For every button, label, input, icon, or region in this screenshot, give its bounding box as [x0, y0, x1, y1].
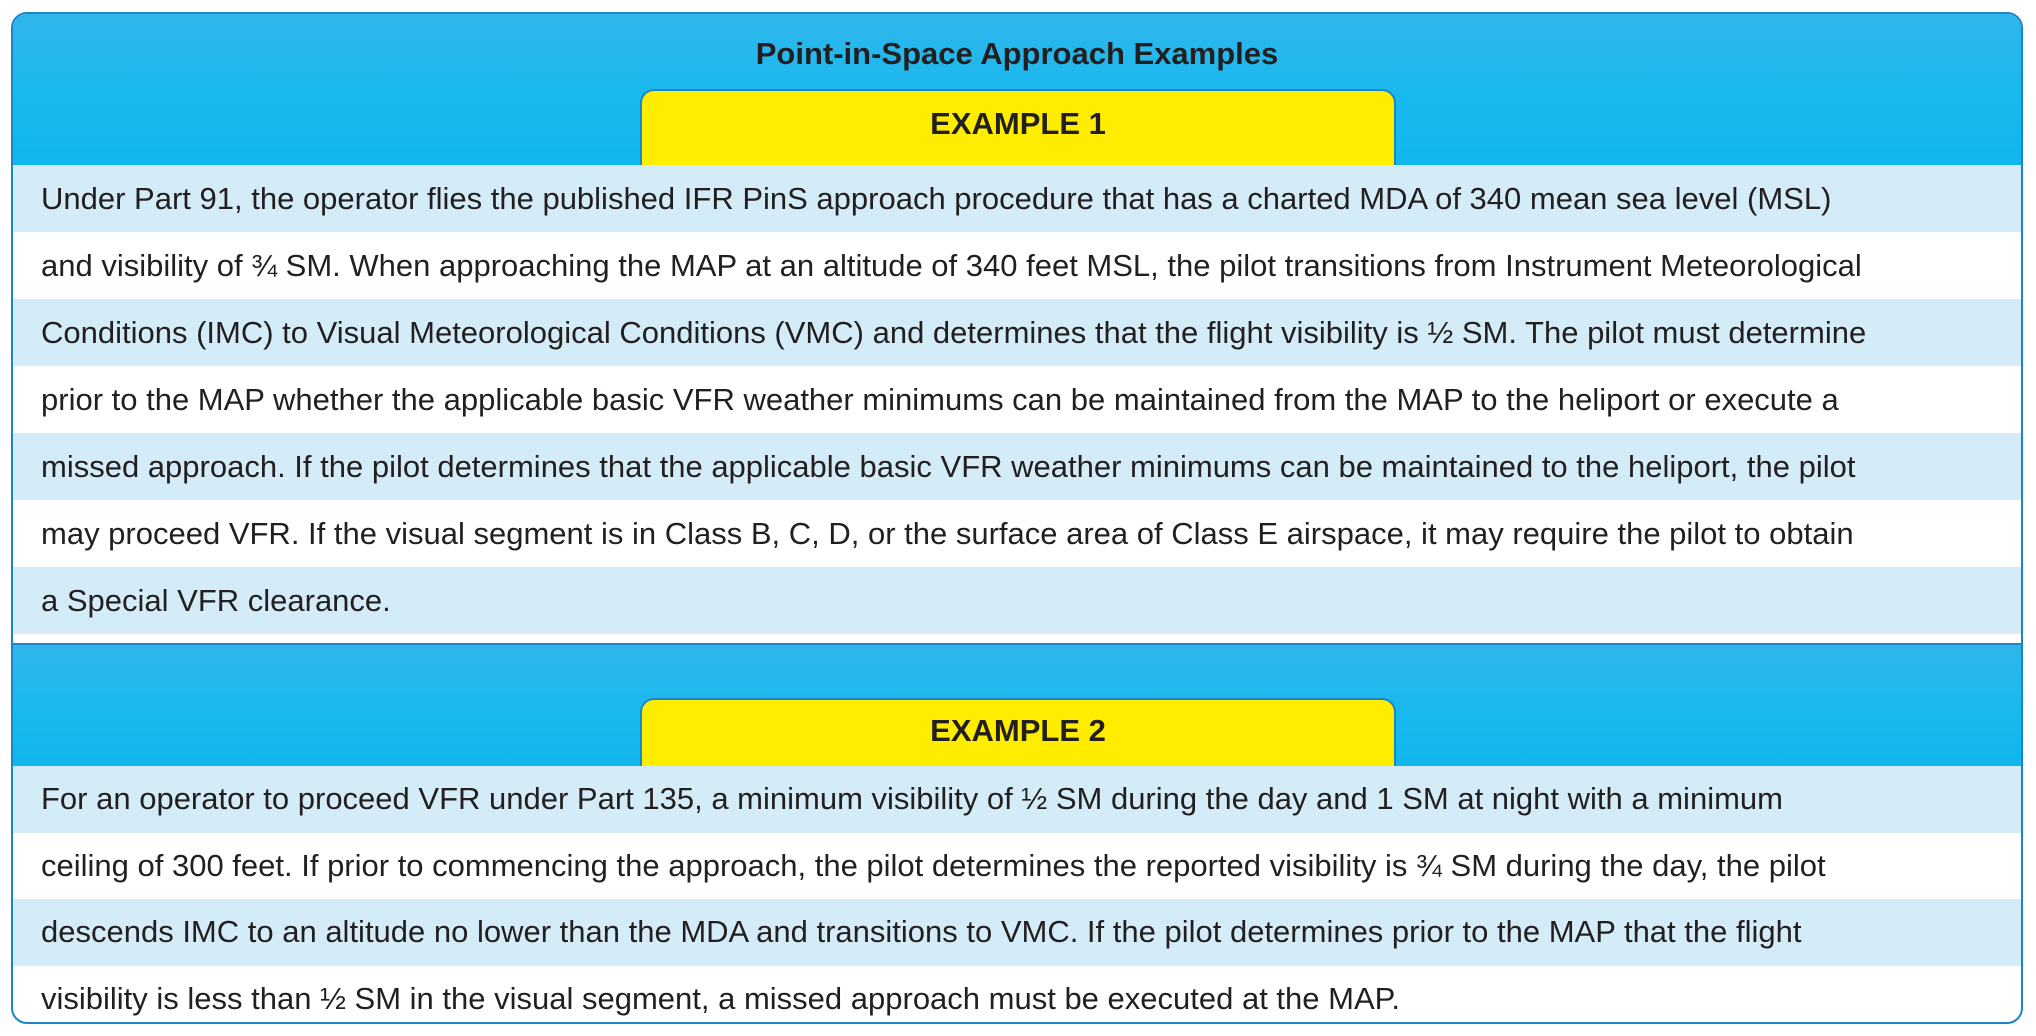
- example-2-text: [13, 766, 2021, 1024]
- text-line: ceiling of 300 feet. If prior to commencing the approach, the pilot determines the reported visibility is ¾ SM during the day, the pilot: [41, 847, 1826, 883]
- text-line: a Special VFR clearance.: [13, 567, 2021, 634]
- text-line: descends IMC to an altitude no lower than the MDA and transitions to VMC. If the pilot determines prior to the MAP that the flight: [13, 899, 2021, 966]
- text-line: missed approach. If the pilot determines that the applicable basic VFR weather minimums can be maintained to the heliport, the pilot: [13, 433, 2021, 500]
- example-2-tab: EXAMPLE 2: [640, 698, 1396, 768]
- text-line: and visibility of ¾ SM. When approaching the MAP at an altitude of 340 feet MSL, the pilot transitions from Instrument Meteorological: [41, 248, 1862, 283]
- example-2-band: [13, 643, 2021, 768]
- text-line: may proceed VFR. If the visual segment is in Class B, C, D, or the surface area of Class E airspace, it may require the pilot to obtain: [41, 516, 1854, 551]
- header-band: [13, 14, 2021, 165]
- text-line: For an operator to proceed VFR under Part 135, a minimum visibility of ½ SM during the day and 1 SM at night with a minimum: [13, 766, 2021, 833]
- example-1-text: [13, 165, 2021, 634]
- page-title: Point-in-Space Approach Examples: [755, 36, 1279, 71]
- examples-panel: [11, 12, 2023, 1024]
- text-line: prior to the MAP whether the applicable basic VFR weather minimums can be maintained from the MAP to the heliport or execute a: [41, 382, 1839, 417]
- text-line: Under Part 91, the operator flies the published IFR PinS approach procedure that has a charted MDA of 340 mean sea level (MSL): [13, 165, 2021, 232]
- text-line: visibility is less than ½ SM in the visual segment, a missed approach must be executed at the MAP.: [41, 980, 1400, 1016]
- text-line: Conditions (IMC) to Visual Meteorological Conditions (VMC) and determines that the flight visibility is ½ SM. The pilot must determine: [13, 299, 2021, 366]
- example-1-tab: EXAMPLE 1: [640, 89, 1396, 165]
